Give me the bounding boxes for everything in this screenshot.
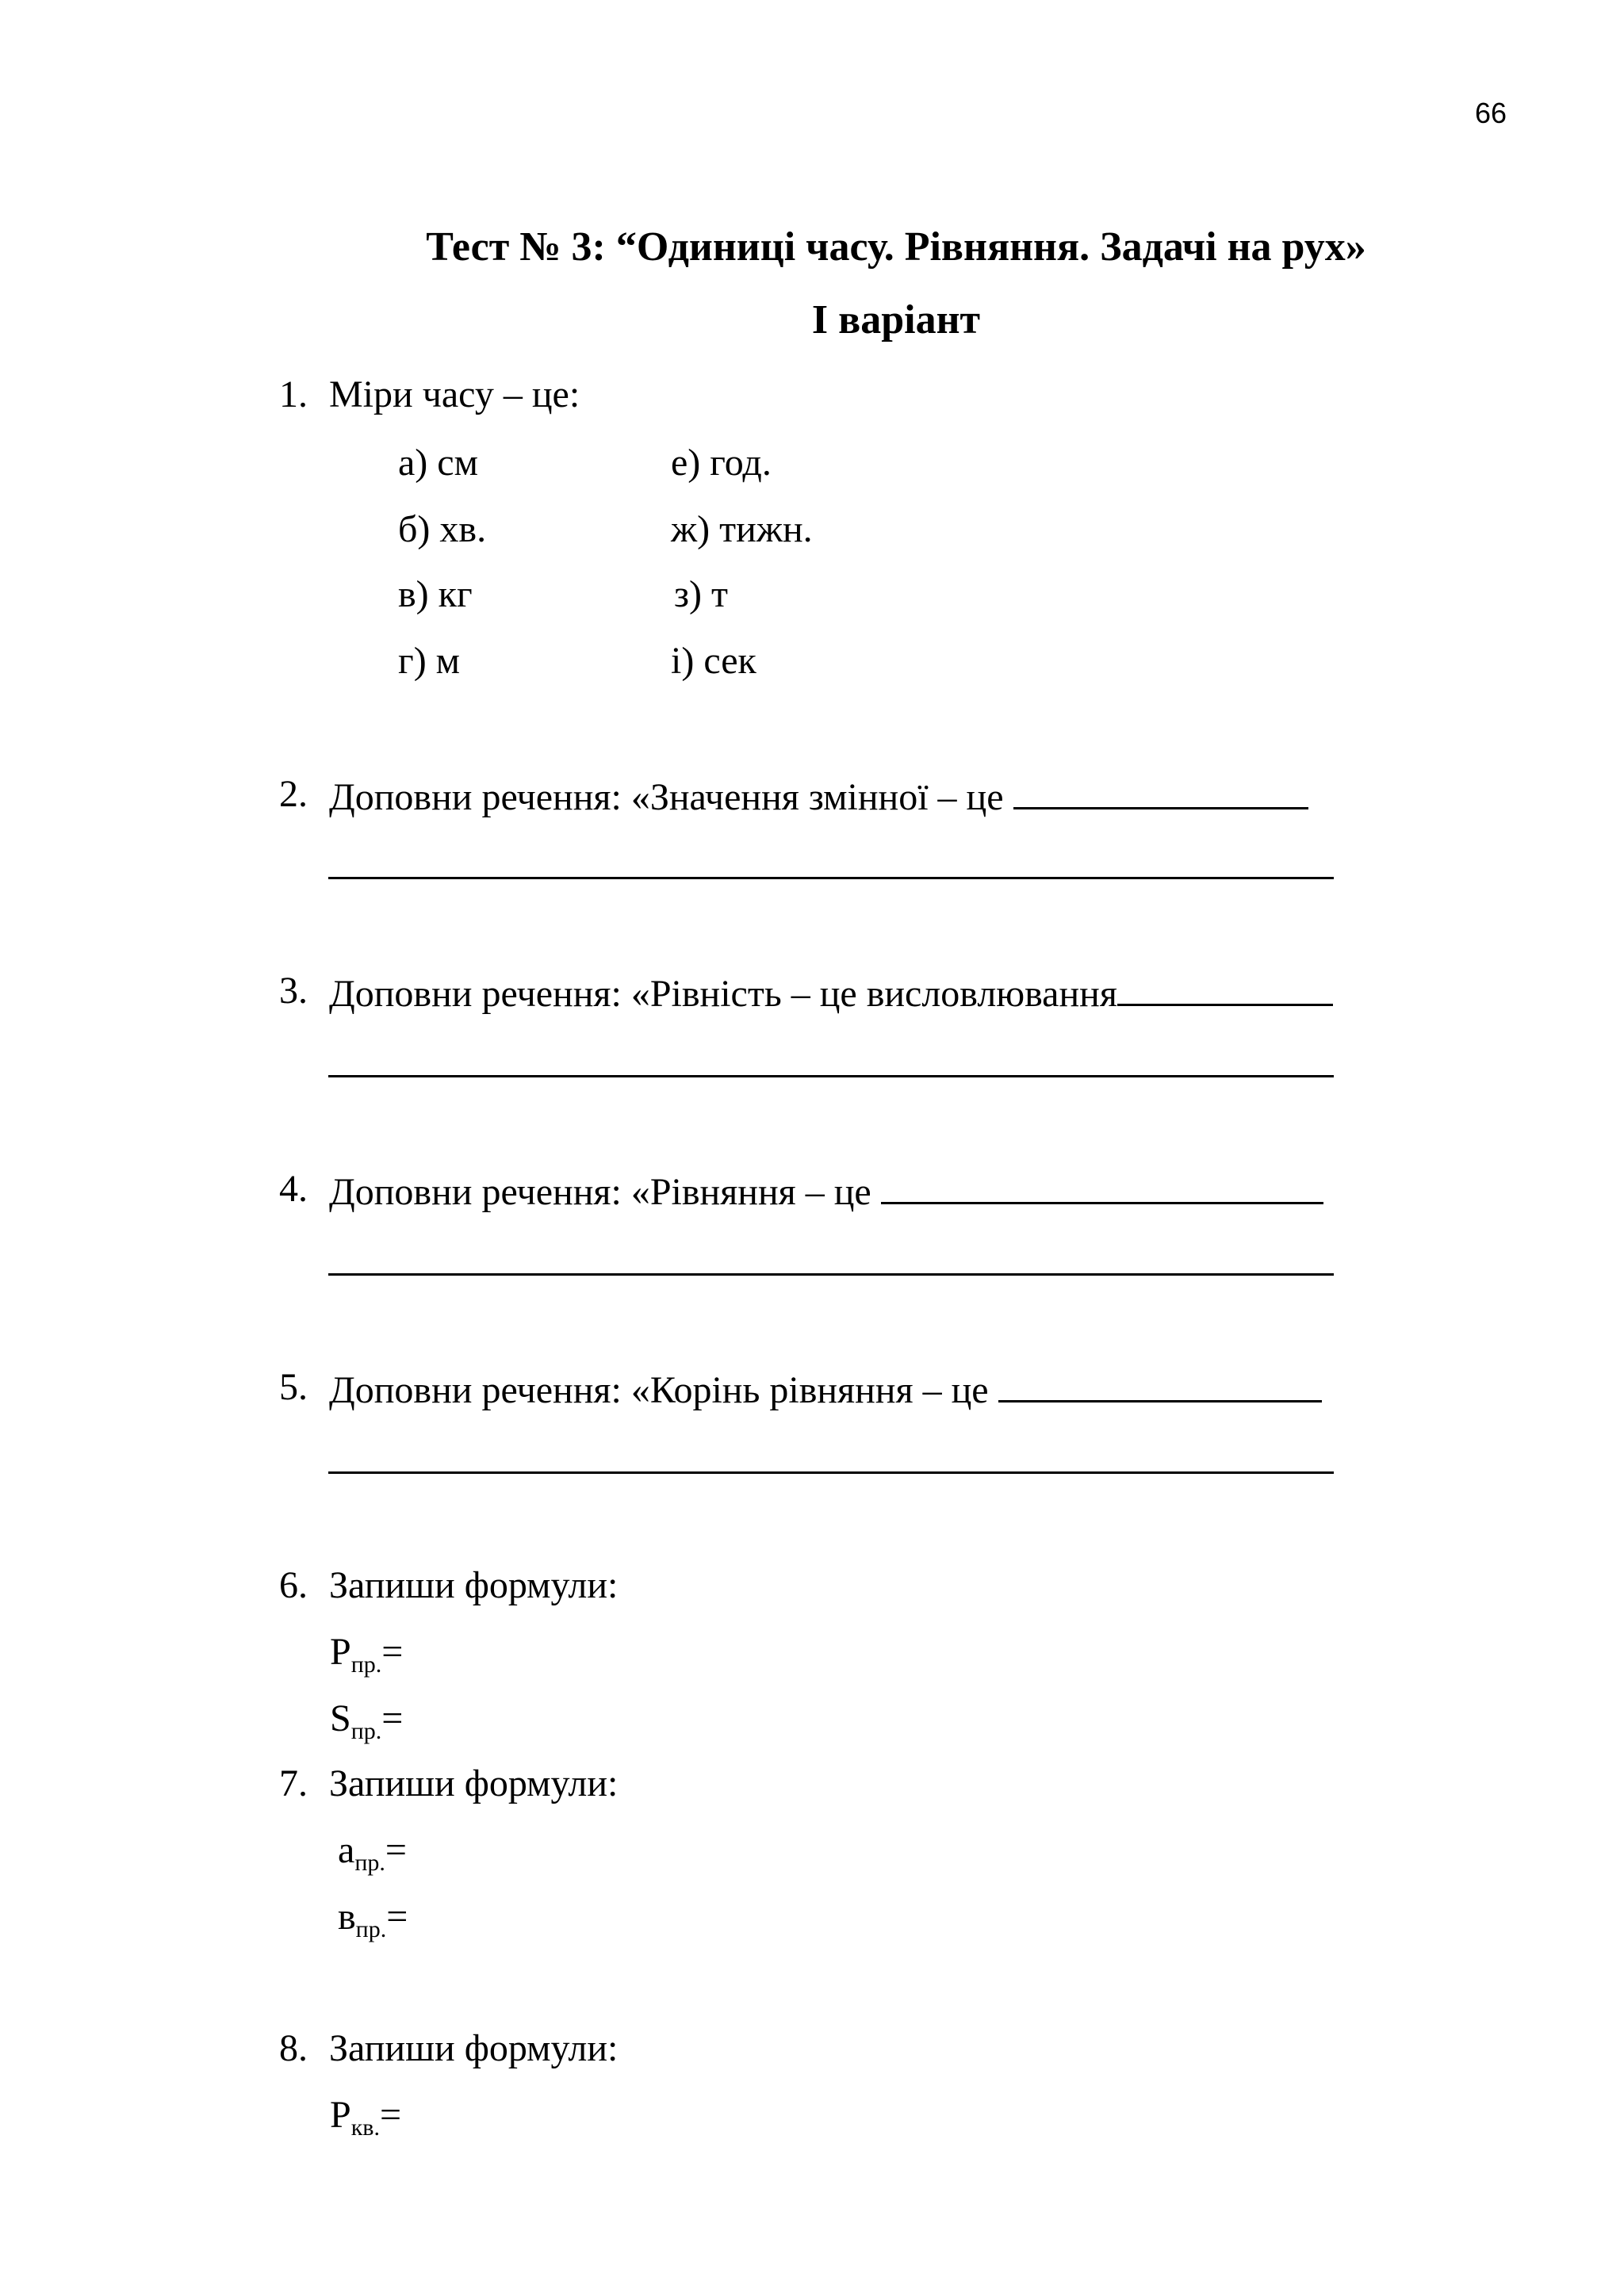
- formula-perimeter-rectangle: $P_{пр.}=$: [330, 1631, 404, 1678]
- answer-line[interactable]: [328, 1072, 1334, 1077]
- question-7-text: Запиши формули:: [329, 1762, 619, 1804]
- answer-blank[interactable]: [881, 1167, 1323, 1204]
- formula-area-rectangle: $S_{пр.}=$: [330, 1697, 404, 1744]
- question-1-text: Міри часу – це:: [329, 373, 580, 415]
- question-2-number: 2.: [279, 773, 308, 815]
- option-v: в) кг: [398, 573, 473, 615]
- question-1-number: 1.: [279, 373, 308, 415]
- option-zh: ж) тижн.: [671, 508, 813, 550]
- question-2-text: Доповни речення: «Значення змінної – це: [329, 772, 1308, 819]
- option-g: г) м: [398, 640, 461, 682]
- option-e: е) год.: [671, 442, 772, 484]
- question-5-text: Доповни речення: «Корінь рівняння – це: [329, 1365, 1322, 1412]
- answer-line[interactable]: [328, 1270, 1334, 1276]
- question-4-text: Доповни речення: «Рівняння – це: [329, 1167, 1323, 1214]
- option-z: з) т: [674, 573, 728, 615]
- question-3-number: 3.: [279, 970, 308, 1012]
- answer-line[interactable]: [328, 1468, 1334, 1474]
- question-6-number: 6.: [279, 1564, 308, 1606]
- option-b: б) хв.: [398, 508, 487, 550]
- formula-side-b: $в_{пр.}=$: [338, 1896, 408, 1942]
- variant-title: І варіант: [811, 297, 981, 342]
- question-8-text: Запиши формули:: [329, 2027, 619, 2069]
- formula-side-a: $a_{пр.}=$: [338, 1829, 407, 1876]
- formula-perimeter-square: $P_{кв.}=$: [330, 2094, 402, 2141]
- answer-blank[interactable]: [1013, 772, 1308, 809]
- question-5-number: 5.: [279, 1366, 308, 1408]
- option-a: а) см: [398, 442, 478, 484]
- answer-line[interactable]: [328, 874, 1334, 879]
- question-6-text: Запиши формули:: [329, 1564, 619, 1606]
- option-i: і) сек: [671, 640, 756, 682]
- question-3-text: Доповни речення: «Рівність – це висловлювання: [329, 969, 1333, 1016]
- test-title: Тест № 3: “Одиниці часу. Рівняння. Задачі на рух»: [426, 224, 1366, 270]
- answer-blank[interactable]: [998, 1365, 1322, 1402]
- question-7-number: 7.: [279, 1762, 308, 1804]
- question-4-number: 4.: [279, 1168, 308, 1210]
- page-number: 66: [1475, 97, 1507, 129]
- answer-blank[interactable]: [1117, 969, 1333, 1006]
- question-8-number: 8.: [279, 2027, 308, 2069]
